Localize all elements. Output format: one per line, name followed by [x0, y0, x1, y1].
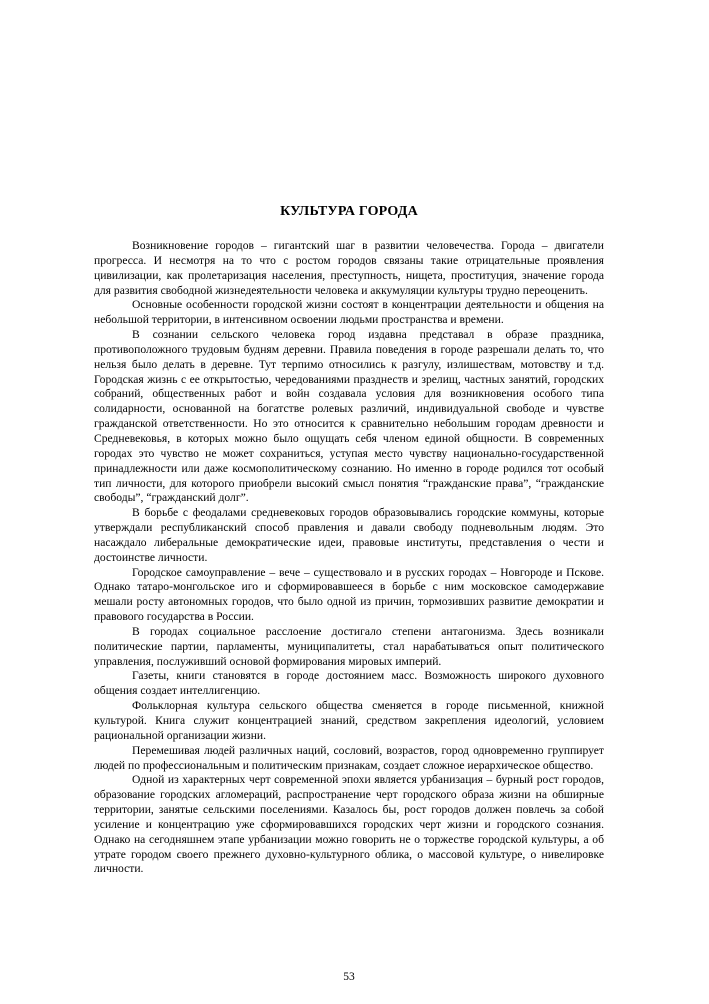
page-title: КУЛЬТУРА ГОРОДА: [280, 204, 418, 219]
paragraph: В борьбе с феодалами средневековых городов образовывались городские коммуны, которые утверждали республиканский способ правления и давали свободу подневольным людям. Это насаждало либеральные демократические идеи, правовые институты, представления о чести и достоинстве личности.: [94, 506, 604, 564]
paragraph: Основные особенности городской жизни состоят в концентрации деятельности и общения на небольшой территории, в интенсивном освоении людьми пространства и времени.: [94, 298, 604, 327]
paragraph: Возникновение городов – гигантский шаг в развитии человечества. Города – двигатели прогресса. И несмотря на то что с ростом городов связаны такие отрицательные проявления цивилизации, как пролетаризация населения, преступность, нищета, проституция, значение города для развития свободной жизнедеятельности человека и аккумуляции культуры трудно переоценить.: [94, 239, 604, 297]
paragraph: Газеты, книги становятся в городе достоянием масс. Возможность широкого духовного общения создает интеллигенцию.: [94, 669, 604, 698]
paragraph: В городах социальное расслоение достигало степени антагонизма. Здесь возникали политические партии, парламенты, муниципалитеты, стал нарабатываться опыт политического управления, послуживший основой формирования мировых империй.: [94, 624, 604, 668]
page-number: 53: [343, 971, 355, 983]
paragraph: Перемешивая людей различных наций, сословий, возрастов, город одновременно группирует людей по профессиональным и политическим признакам, создает сложное иерархическое общество.: [94, 743, 604, 772]
text-block: [94, 204, 604, 877]
paragraph: Городское самоуправление – вече – существовало и в русских городах – Новгороде и Пскове. Однако татаро-монгольское иго и сформировавшееся в борьбе с ним московское самодержавие мешали росту автономных городов, что было одной из причин, тормозивших развитие демократии и правового государства в России.: [94, 565, 604, 624]
paragraph: Фольклорная культура сельского общества сменяется в городе письменной, книжной культурой. Книга служит концентрацией знаний, средством закрепления идеологий, условием рациональной организации жизни.: [94, 699, 604, 742]
paragraph: Одной из характерных черт современной эпохи является урбанизация – бурный рост городов, образование городских агломераций, распространение черт городского образа жизни на обширные территории, занятые сельскими поселениями. Казалось бы, рост городов должен повлечь за собой усиление и концентрацию уже сформировавшихся городских черт жизни и городского сознания. Однако на сегодняшнем этапе урбанизации можно говорить не о торжестве городской культуры, а об утрате городом своего прежнего духовно-культурного облика, о массовой культуре, о нивелировке личности.: [94, 773, 604, 876]
paragraph: В сознании сельского человека город издавна представал в образе праздника, противоположного трудовым будням деревни. Правила поведения в городе разрешали делать то, что нельзя было делать в деревне. Тут терпимо относились к разгулу, излишествам, мотовству и т.д. Городская жизнь с ее открытостью, чередованиями празднеств и зрелищ, частных занятий, городских собраний, общественных работ и войн создавала условия для возникновения особого типа солидарности, основанной на богатстве ролевых различий, индивидуальной свободе и чувстве гражданской ответственности. Но это относится к сравнительно небольшим городам древности и Средневековья, в которых можно было ощущать себя членом единой общности. В современных городах это чувство не может сохраниться, уступая место чувству национально-государственной принадлежности или даже космополитическому сознанию. Но именно в городе родился тот особый тип личности, для которого приобрели высокий смысл понятия “гражданские права”, “гражданские свободы”, “гражданский долг”.: [94, 328, 604, 505]
